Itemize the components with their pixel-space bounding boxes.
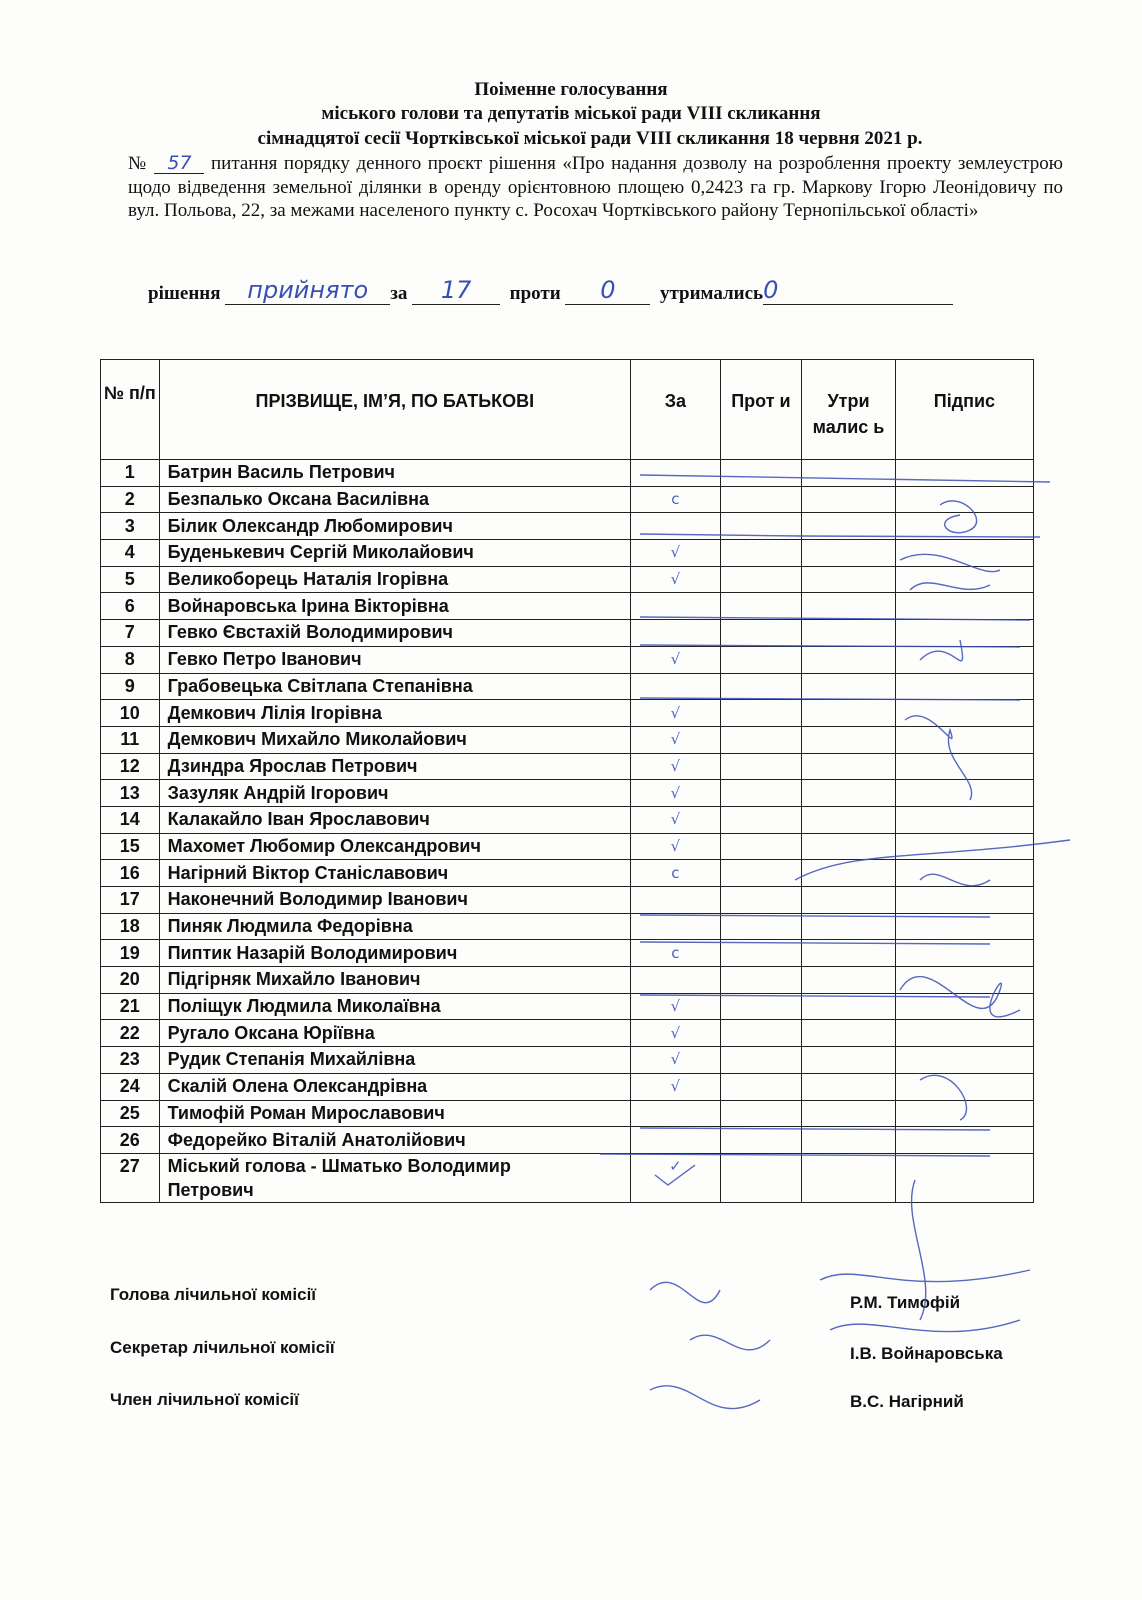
vote-for-cell: √ bbox=[631, 646, 720, 673]
vote-for-cell: √ bbox=[631, 1073, 720, 1100]
vote-abstain-cell bbox=[802, 753, 896, 780]
table-row bbox=[101, 887, 1034, 914]
vote-against-cell bbox=[720, 887, 802, 914]
vote-against-cell bbox=[720, 486, 802, 513]
deputy-name: Зазуляк Андрій Ігорович bbox=[159, 780, 631, 807]
row-number: 11 bbox=[101, 726, 160, 753]
vote-for-cell bbox=[631, 460, 720, 487]
vote-abstain-cell bbox=[802, 993, 896, 1020]
row-number: 23 bbox=[101, 1047, 160, 1074]
deputy-name-line2: Петрович bbox=[167, 1179, 254, 1200]
signature-cell bbox=[895, 860, 1033, 887]
vote-abstain-cell bbox=[802, 646, 896, 673]
signature-cell bbox=[895, 620, 1033, 647]
vote-abstain-cell bbox=[802, 833, 896, 860]
signature-cell bbox=[895, 993, 1033, 1020]
row-number: 1 bbox=[101, 460, 160, 487]
question-number-prefix: № bbox=[128, 153, 148, 174]
vote-against-cell bbox=[720, 1047, 802, 1074]
vote-for-cell: с bbox=[631, 860, 720, 887]
deputy-name: Безпалько Оксана Василівна bbox=[159, 486, 631, 513]
table-row bbox=[101, 540, 1034, 567]
vote-against-cell bbox=[720, 646, 802, 673]
row-number: 2 bbox=[101, 486, 160, 513]
row-number: 26 bbox=[101, 1127, 160, 1154]
signature-cell bbox=[895, 780, 1033, 807]
for-count-field bbox=[412, 276, 500, 305]
col-against-header: Прот и bbox=[720, 360, 802, 460]
vote-against-cell bbox=[720, 1153, 802, 1202]
row-number: 20 bbox=[101, 967, 160, 994]
signature-cell bbox=[895, 1127, 1033, 1154]
table-row bbox=[101, 1153, 1034, 1202]
row-number: 25 bbox=[101, 1100, 160, 1127]
secretary-label: Секретар лічильної комісії bbox=[110, 1338, 335, 1357]
deputy-name: Тимофій Роман Мирославович bbox=[159, 1100, 631, 1127]
table-row bbox=[101, 513, 1034, 540]
vote-abstain-cell bbox=[802, 700, 896, 727]
deputy-name: Ругало Оксана Юріївна bbox=[159, 1020, 631, 1047]
chair-name: Р.М. Тимофій bbox=[850, 1293, 961, 1312]
signature-cell bbox=[895, 700, 1033, 727]
for-label: за bbox=[390, 283, 408, 304]
vote-abstain-cell bbox=[802, 593, 896, 620]
col-number-header: № п/п bbox=[101, 360, 160, 460]
vote-abstain-cell bbox=[802, 460, 896, 487]
decision-line bbox=[148, 276, 1048, 305]
table-row bbox=[101, 993, 1034, 1020]
vote-against-cell bbox=[720, 1100, 802, 1127]
table-row bbox=[101, 753, 1034, 780]
vote-against-cell bbox=[720, 1127, 802, 1154]
voting-table-body bbox=[101, 460, 1034, 1203]
table-row bbox=[101, 1127, 1034, 1154]
table-row bbox=[101, 1047, 1034, 1074]
vote-abstain-cell bbox=[802, 940, 896, 967]
against-label: проти bbox=[509, 283, 561, 304]
table-row bbox=[101, 593, 1034, 620]
vote-for-cell: √ bbox=[631, 753, 720, 780]
deputy-name-line1: Міський голова - Шматько Володимир bbox=[167, 1155, 511, 1176]
signature-cell bbox=[895, 1020, 1033, 1047]
vote-abstain-cell bbox=[802, 1073, 896, 1100]
table-row bbox=[101, 833, 1034, 860]
for-count: 17 bbox=[440, 276, 472, 304]
vote-for-cell bbox=[631, 967, 720, 994]
col-name-header: ПРІЗВИЩЕ, ІМ’Я, ПО БАТЬКОВІ bbox=[159, 360, 631, 460]
signature-cell bbox=[895, 566, 1033, 593]
question-number-field bbox=[154, 154, 204, 174]
vote-against-cell bbox=[720, 860, 802, 887]
vote-abstain-cell bbox=[802, 486, 896, 513]
row-number: 3 bbox=[101, 513, 160, 540]
deputy-name: Буденькевич Сергій Миколайович bbox=[159, 540, 631, 567]
deputy-name: Пиптик Назарій Володимирович bbox=[159, 940, 631, 967]
vote-for-cell: с bbox=[631, 486, 720, 513]
vote-abstain-cell bbox=[802, 913, 896, 940]
decision-result: прийнято bbox=[247, 276, 369, 304]
vote-for-cell: √ bbox=[631, 833, 720, 860]
deputy-name: Гевко Євстахій Володимирович bbox=[159, 620, 631, 647]
signature-cell bbox=[895, 753, 1033, 780]
row-number: 4 bbox=[101, 540, 160, 567]
col-abstain-header: Утри малис ь bbox=[802, 360, 896, 460]
against-count-field bbox=[565, 276, 650, 305]
vote-against-cell bbox=[720, 753, 802, 780]
deputy-name: Дзиндра Ярослав Петрович bbox=[159, 753, 631, 780]
agenda-question bbox=[128, 152, 1063, 223]
vote-abstain-cell bbox=[802, 1153, 896, 1202]
decision-result-field bbox=[225, 276, 390, 305]
row-number: 15 bbox=[101, 833, 160, 860]
signature-cell bbox=[895, 513, 1033, 540]
signature-cell bbox=[895, 726, 1033, 753]
col-for-header: За bbox=[631, 360, 720, 460]
row-number: 12 bbox=[101, 753, 160, 780]
deputy-name: Підгірняк Михайло Іванович bbox=[159, 967, 631, 994]
vote-against-cell bbox=[720, 593, 802, 620]
row-number: 19 bbox=[101, 940, 160, 967]
signature-cell bbox=[895, 913, 1033, 940]
vote-abstain-cell bbox=[802, 967, 896, 994]
signature-cell bbox=[895, 646, 1033, 673]
row-number: 17 bbox=[101, 887, 160, 914]
row-number: 14 bbox=[101, 806, 160, 833]
deputy-name: Махомет Любомир Олександрович bbox=[159, 833, 631, 860]
against-count: 0 bbox=[600, 276, 616, 304]
signature-cell bbox=[895, 1073, 1033, 1100]
deputy-name: Пиняк Людмила Федорівна bbox=[159, 913, 631, 940]
table-row bbox=[101, 780, 1034, 807]
decision-label: рішення bbox=[148, 283, 221, 304]
vote-against-cell bbox=[720, 940, 802, 967]
vote-against-cell bbox=[720, 726, 802, 753]
vote-for-cell: √ bbox=[631, 1047, 720, 1074]
vote-abstain-cell bbox=[802, 1127, 896, 1154]
vote-abstain-cell bbox=[802, 860, 896, 887]
vote-for-cell: √ bbox=[631, 700, 720, 727]
vote-against-cell bbox=[720, 993, 802, 1020]
signature-cell bbox=[895, 540, 1033, 567]
signature-cell bbox=[895, 940, 1033, 967]
vote-against-cell bbox=[720, 673, 802, 700]
vote-for-cell bbox=[631, 913, 720, 940]
deputy-name: Наконечний Володимир Іванович bbox=[159, 887, 631, 914]
table-row bbox=[101, 967, 1034, 994]
secretary-name: І.В. Войнаровська bbox=[850, 1344, 1003, 1363]
deputy-name: Білик Олександр Любомирович bbox=[159, 513, 631, 540]
vote-for-cell: √ bbox=[631, 993, 720, 1020]
table-row bbox=[101, 726, 1034, 753]
document-title: Поіменне голосування bbox=[474, 79, 668, 100]
vote-against-cell bbox=[720, 967, 802, 994]
vote-for-cell: с bbox=[631, 940, 720, 967]
vote-against-cell bbox=[720, 833, 802, 860]
signature-cell bbox=[895, 833, 1033, 860]
vote-against-cell bbox=[720, 566, 802, 593]
deputy-name bbox=[159, 1153, 631, 1202]
abstain-count: 0 bbox=[763, 276, 779, 304]
vote-abstain-cell bbox=[802, 566, 896, 593]
vote-against-cell bbox=[720, 460, 802, 487]
question-text: питання порядку денного проєкт рішення «Про надання дозволу на розроблення проекту землеустрою щодо відведення земельної ділянки в оренду орієнтовною площею 0,2423 га гр. Маркову Ігорю Леонідовичу по вул. Польова, 22, за межами населеного пункту с. Росохач Чортківського району Тернопільської області» bbox=[128, 153, 1063, 221]
vote-abstain-cell bbox=[802, 780, 896, 807]
document-subtitle: міського голови та депутатів міської ради VIII скликання bbox=[321, 103, 821, 124]
deputy-name: Федорейко Віталій Анатолійович bbox=[159, 1127, 631, 1154]
vote-against-cell bbox=[720, 620, 802, 647]
abstain-label: утримались bbox=[659, 283, 764, 304]
vote-for-cell: √ bbox=[631, 540, 720, 567]
deputy-name: Гевко Петро Іванович bbox=[159, 646, 631, 673]
vote-abstain-cell bbox=[802, 620, 896, 647]
chair-label: Голова лічильної комісії bbox=[110, 1285, 317, 1304]
table-row bbox=[101, 806, 1034, 833]
row-number: 27 bbox=[101, 1153, 160, 1202]
row-number: 8 bbox=[101, 646, 160, 673]
vote-against-cell bbox=[720, 700, 802, 727]
vote-for-cell bbox=[631, 887, 720, 914]
table-row bbox=[101, 646, 1034, 673]
row-number: 21 bbox=[101, 993, 160, 1020]
vote-abstain-cell bbox=[802, 1100, 896, 1127]
vote-against-cell bbox=[720, 1020, 802, 1047]
vote-for-cell: ✓ bbox=[631, 1153, 720, 1202]
signature-cell bbox=[895, 967, 1033, 994]
deputy-name: Калакайло Іван Ярославович bbox=[159, 806, 631, 833]
vote-for-cell: √ bbox=[631, 1020, 720, 1047]
vote-against-cell bbox=[720, 913, 802, 940]
table-row bbox=[101, 460, 1034, 487]
table-row bbox=[101, 673, 1034, 700]
deputy-name: Батрин Василь Петрович bbox=[159, 460, 631, 487]
deputy-name: Скалій Олена Олександрівна bbox=[159, 1073, 631, 1100]
vote-for-cell bbox=[631, 593, 720, 620]
table-row bbox=[101, 1020, 1034, 1047]
vote-for-cell bbox=[631, 513, 720, 540]
row-number: 9 bbox=[101, 673, 160, 700]
session-line: сімнадцятої сесії Чортківської міської ради VIII скликання 18 червня 2021 р. bbox=[257, 128, 923, 149]
row-number: 24 bbox=[101, 1073, 160, 1100]
vote-against-cell bbox=[720, 780, 802, 807]
question-number: 57 bbox=[167, 152, 192, 174]
vote-abstain-cell bbox=[802, 1020, 896, 1047]
vote-abstain-cell bbox=[802, 726, 896, 753]
vote-for-cell: √ bbox=[631, 726, 720, 753]
abstain-count-field bbox=[763, 276, 953, 305]
member-label: Член лічильної комісії bbox=[110, 1390, 299, 1409]
vote-abstain-cell bbox=[802, 806, 896, 833]
table-header-row bbox=[101, 360, 1034, 460]
deputy-name: Поліщук Людмила Миколаївна bbox=[159, 993, 631, 1020]
vote-for-cell: √ bbox=[631, 780, 720, 807]
table-row bbox=[101, 700, 1034, 727]
member-name: В.С. Нагірний bbox=[850, 1392, 964, 1411]
signature-cell bbox=[895, 1153, 1033, 1202]
table-row bbox=[101, 620, 1034, 647]
vote-for-cell: √ bbox=[631, 566, 720, 593]
vote-abstain-cell bbox=[802, 1047, 896, 1074]
table-row bbox=[101, 1073, 1034, 1100]
table-row bbox=[101, 566, 1034, 593]
row-number: 13 bbox=[101, 780, 160, 807]
voting-table bbox=[100, 359, 1034, 1203]
signature-cell bbox=[895, 887, 1033, 914]
deputy-name: Войнаровська Ірина Вікторівна bbox=[159, 593, 631, 620]
table-row bbox=[101, 1100, 1034, 1127]
row-number: 5 bbox=[101, 566, 160, 593]
table-row bbox=[101, 940, 1034, 967]
deputy-name: Грабовецька Світлапа Степанівна bbox=[159, 673, 631, 700]
table-row bbox=[101, 486, 1034, 513]
row-number: 10 bbox=[101, 700, 160, 727]
vote-for-cell bbox=[631, 673, 720, 700]
vote-abstain-cell bbox=[802, 673, 896, 700]
deputy-name: Демкович Лілія Ігорівна bbox=[159, 700, 631, 727]
vote-for-cell: √ bbox=[631, 806, 720, 833]
row-number: 6 bbox=[101, 593, 160, 620]
signature-footer-1 bbox=[650, 1282, 770, 1408]
vote-abstain-cell bbox=[802, 540, 896, 567]
row-number: 16 bbox=[101, 860, 160, 887]
vote-for-cell bbox=[631, 1100, 720, 1127]
signature-cell bbox=[895, 673, 1033, 700]
vote-abstain-cell bbox=[802, 513, 896, 540]
signature-cell bbox=[895, 593, 1033, 620]
vote-against-cell bbox=[720, 806, 802, 833]
vote-against-cell bbox=[720, 1073, 802, 1100]
deputy-name: Демкович Михайло Миколайович bbox=[159, 726, 631, 753]
signature-cell bbox=[895, 1100, 1033, 1127]
vote-for-cell bbox=[631, 620, 720, 647]
vote-against-cell bbox=[720, 540, 802, 567]
deputy-name: Рудик Степанія Михайлівна bbox=[159, 1047, 631, 1074]
vote-for-cell bbox=[631, 1127, 720, 1154]
deputy-name: Нагірний Віктор Станіславович bbox=[159, 860, 631, 887]
vote-abstain-cell bbox=[802, 887, 896, 914]
table-row bbox=[101, 913, 1034, 940]
row-number: 18 bbox=[101, 913, 160, 940]
row-number: 7 bbox=[101, 620, 160, 647]
signature-cell bbox=[895, 486, 1033, 513]
signature-cell bbox=[895, 1047, 1033, 1074]
signature-cell bbox=[895, 806, 1033, 833]
col-signature-header: Підпис bbox=[895, 360, 1033, 460]
table-row bbox=[101, 860, 1034, 887]
deputy-name: Великоборець Наталія Ігорівна bbox=[159, 566, 631, 593]
row-number: 22 bbox=[101, 1020, 160, 1047]
signature-cell bbox=[895, 460, 1033, 487]
vote-against-cell bbox=[720, 513, 802, 540]
